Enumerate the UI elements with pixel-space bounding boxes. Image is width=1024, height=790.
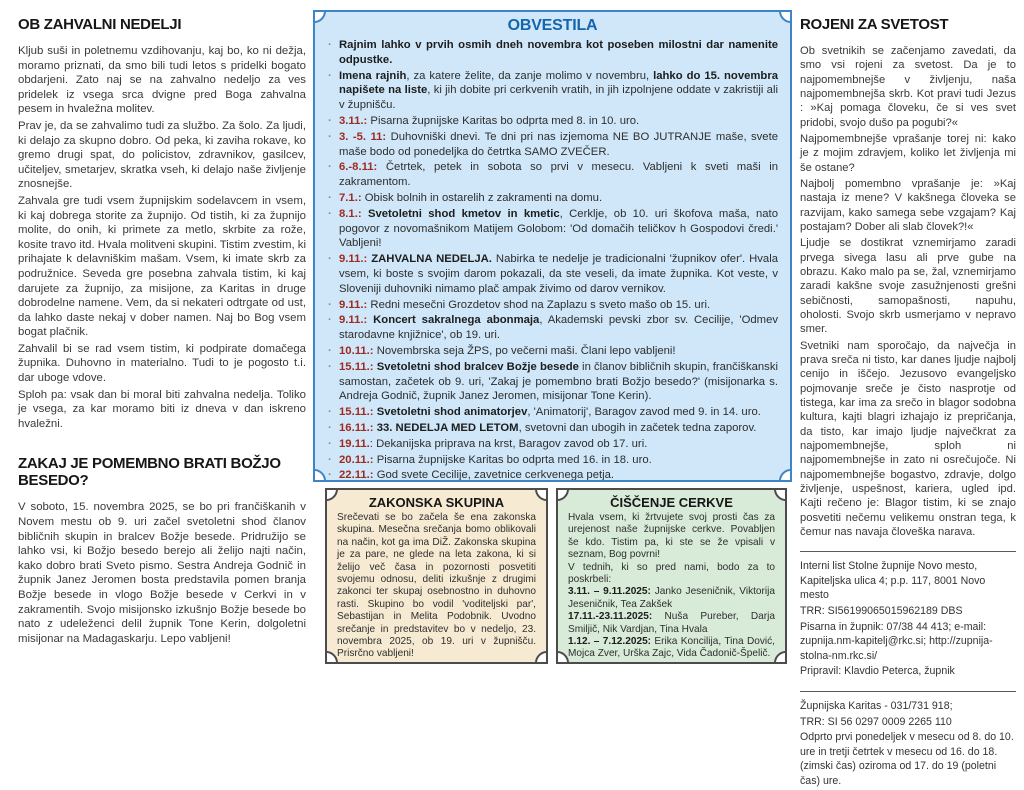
announcement-item (339, 453, 778, 468)
item-emphasis: Svetoletni shod kmetov in kmetic (361, 207, 560, 220)
item-emphasis: 33. NEDELJA MED LETOM (373, 421, 519, 434)
announcement-item (339, 313, 778, 343)
item-text: Redni mesečni Grozdetov shod na Zaplazu s sveto mašo ob 15. uri. (367, 298, 711, 311)
paragraph: Ob svetnikih se začenjamo zavedati, da smo vsi rojeni za svetost. Da je to najpomembnejše v življenju, naša najpomembnejša skrb. Kot pravi tudi Jezus : »Kaj pomaga človeku, če si ves svet pridobi, svojo dušo pa pogubi?« (800, 45, 1016, 129)
item-text: , 'Animatorij', Baragov zavod med 9. in 14. uro. (527, 406, 761, 419)
item-emphasis: 17.11.-23.11.2025: (568, 611, 653, 623)
item-text: : Dekanijska priprava na krst, Baragov zavod ob 17. uri. (369, 437, 648, 450)
right-column (800, 16, 1016, 790)
church-cleaning-title: ČIŠČENJE CERKVE (610, 495, 733, 510)
paragraph: Svetniki nam sporočajo, da največja in prava sreča ni tisto, kar danes ljudje najbolj cenijo in iščejo. Jezusovo evangeljsko pojmovanje sreče je čisto nasprotje od tistega, kar ima za srečo in blagor sodobna kultura, kajti blagri izhajajo iz prepričanja, da tisto, kar imajo ljudje največkrat za najpomembnejše, sploh ni najpomembnejše in zato ni osrečujoče. Ni najpomembnejše bogastvo, zdravje, dolgo življenje, uspešnost, kariera, ugled ipd. Kajti rečeno je: Blagor tistim, ki se znajo posvetiti nečemu velikemu onstran tega, k čemur nas navaja človeška narava. (800, 339, 1016, 538)
footer-line: Interni list Stolne župnije Novo mesto, Kapiteljska ulica 4; p.p. 117, 8001 Novo mesto (800, 560, 986, 602)
announcement-item (339, 298, 778, 313)
item-date: 9.11.: (339, 253, 368, 266)
item-date: 9.11.: (339, 314, 368, 327)
announcement-item (339, 160, 778, 190)
item-text: God svete Cecilije, zavetnice cerkvenega petja. (373, 469, 615, 482)
item-emphasis: Svetoletni shod bralcev Božje besede (373, 360, 579, 373)
parish-contact-info (800, 551, 1016, 679)
item-emphasis: lahko do 15. novembra napišete na liste (339, 69, 779, 97)
item-date: 15.11.: (339, 406, 374, 419)
item-date: 9.11.: (339, 298, 368, 311)
announcement-item (339, 437, 778, 452)
paragraph: Zahvalil bi se rad vsem tistim, ki podpirate domačega župnika. Duhovno in materialno. Tudi to je pogosto t.i. dar uboge vdove. (18, 342, 306, 385)
text-line (568, 611, 775, 636)
marriage-group-body (327, 512, 546, 664)
item-text: Četrtek, petek in sobota so prvi v mesecu. Vabljeni k sveti maši in zakramentom. (339, 161, 778, 189)
item-text: Hvala vsem, ki žrtvujete svoj prosti čas za urejenost naše župnijske cerkve. Povabljen še kdo. Tistim pa, ki ste se že vpisali v seznam, Bog povrni! (568, 512, 775, 561)
item-text: , Cerklje, ob 10. uri škofova maša, nato pogovor z novomašnikom Matijem Golobom: 'Od domačih teličkov h Gospodovi čredi.' Vabljeni! (339, 207, 778, 250)
item-text: Pisarna župnijske Karitas bo odprta med 16. in 18. uro. (373, 453, 652, 466)
item-text: in članov bibličnih skupin, frančiškanski samostan, začetek ob 9. uri, 'Zakaj je pomembno brati Božjo besedo?' (misijonarka s. Andreja Godnič, župnik Janez Jeromen, misijonar Tone Kerin). (339, 360, 778, 403)
text-line (337, 512, 536, 661)
announcement-item (339, 130, 778, 160)
item-text: Janko Jeseničnik, Viktorija Jeseničnik, Tea Zakšek (568, 586, 776, 610)
announcement-item (339, 69, 778, 113)
item-date: 10.11.: (339, 344, 374, 357)
item-date: 3. -5. 11: (339, 130, 387, 143)
karitas-contact-info (800, 691, 1016, 789)
text-line (568, 636, 775, 661)
footer-line: Župnijska Karitas - 031/731 918; (800, 700, 953, 713)
item-emphasis: 1.12. – 7.12.2025: (568, 636, 652, 648)
item-text: , ki jih dobite pri cerkvenih vratih, in jih izpolnjene oddate v zakristiji ali v župnišču. (339, 84, 778, 112)
item-text: Nabirka te nedelje je tradicionalni 'župnikov ofer'. Hvala vsem, ki boste s svojim darom pokazali, da ste veseli, da imate župnika. Kot veste, v Sloveniji duhovniki nimamo plač ampak živimo od darov vernikov. (339, 253, 778, 295)
item-text: , svetovni dan ubogih in začetek tedna zaporov. (518, 421, 757, 434)
item-text: Novembrska seja ŽPS, po večerni maši. Člani lepo vabljeni! (373, 344, 676, 357)
footer-line: TRR: SI56199065015962189 DBS (800, 604, 963, 617)
section-title-born-for-holiness: ROJENI ZA SVETOST (800, 16, 949, 33)
section-body-thanksgiving (18, 44, 306, 431)
item-text: , za katere želite, da zanje molimo v novembru, (406, 69, 654, 82)
announcement-item (339, 421, 778, 436)
item-text: Obisk bolnih in ostarelih z zakramenti na domu. (361, 191, 603, 204)
item-text: Erika Koncilija, Tina Dović, Mojca Zver, Urška Zajc, Vida Čadonič-Špelič. (568, 636, 775, 660)
text-line (568, 586, 775, 611)
church-cleaning-box (556, 488, 787, 664)
section-why-read-bible (18, 455, 306, 646)
paragraph: Sploh pa: vsak dan bi moral biti zahvalna nedelja. Toliko je vsega, za kar moramo biti iz dneva v dan iskreno hvaležni. (18, 388, 306, 430)
item-date: 19.11. (339, 437, 370, 450)
section-thanksgiving (18, 16, 306, 431)
item-text: Nuša Pureber, Darja Smiljič, Nik Vardjan, Tina Hvala (568, 611, 775, 635)
item-date: 15.11.: (339, 360, 374, 373)
announcements-box (313, 10, 792, 482)
item-text: , Akademski pevski zbor sv. Cecilije, 'Odmev starodavne knjižnice', ob 19. uri. (339, 314, 779, 342)
church-cleaning-body (558, 512, 785, 664)
marriage-group-title: ZAKONSKA SKUPINA (368, 495, 505, 510)
item-emphasis: 3.11. – 9.11.2025: (568, 586, 651, 598)
announcements-title: OBVESTILA (507, 17, 598, 34)
marriage-group-box (325, 488, 548, 664)
paragraph: Kljub suši in poletnemu vzdihovanju, kaj bo, ko ni dežja, moramo priznati, da smo bili tudi letos s pridelki bogato obdarjeni. Zato naj se na zahvalno nedeljo za ves pridelek iz vsega srca dvigne pred Boga zahvalna pesem in hvaležna molitev. (18, 45, 306, 116)
announcements-list (315, 38, 790, 482)
item-emphasis: Koncert sakralnega abonmaja (367, 314, 540, 327)
paragraph: Ljudje se dostikrat vznemirjamo zaradi prvega sivega lasu ali prve gube na obrazu. Kako malo pa se, žal, vznemirjamo zaradi kakšne svoje zasužnjenosti grešni sebičnosti, samopašnosti, napuhu, oholosti. Svojo skrb usmerjamo v nepravo smer. (800, 237, 1016, 336)
item-date: 6.-8.11: (339, 161, 378, 174)
item-date: 7.1.: (339, 191, 362, 204)
section-body-born-for-holiness (800, 44, 1016, 539)
text-line (568, 562, 775, 587)
announcement-item (339, 114, 778, 129)
paragraph: Najpomembnejše vprašanje torej ni: kako je z mojim zdravjem, koliko let življenja mi še ostane? (800, 132, 1016, 174)
item-date: 22.11.: (339, 469, 374, 482)
announcement-item (339, 468, 778, 482)
announcement-item (339, 344, 778, 359)
item-text: Duhovniški dnevi. Te dni pri nas izjemoma NE BO JUTRANJE maše, svete maše bodo od ponedeljka do četrtka SAMO ZVEČER. (339, 130, 778, 158)
announcement-item (339, 207, 778, 251)
item-emphasis: Svetoletni shod animatorjev (373, 406, 528, 419)
footer-line: Pisarna in župnik: 07/38 44 413; e-mail: zupnija.nm-kapitelj@rkc.si; http://zupnija-stolna-nm.rkc.si/ (800, 620, 993, 662)
announcement-item (339, 38, 778, 68)
section-body-why-read-bible (18, 500, 306, 646)
text-line (568, 512, 775, 562)
footer-line: Odprto prvi ponedeljek v mesecu od 8. do 10. ure in tretji četrtek v mesecu od 16. do 18. (zimski čas) oziroma od 17. do 19 (poletni čas) ure. (800, 731, 1014, 788)
announcement-item (339, 405, 778, 420)
paragraph: Najbolj pomembno vprašanje je: »Kaj nastaja iz mene? V kakšnega človeka se razvijam, kako samega sebe vzgajam? Kaj postajam? Dober ali slab človek?!« (800, 177, 1016, 233)
item-emphasis: Rajnim lahko v prvih osmih dneh novembra kot poseben milostni dar namenite odpustke. (339, 39, 778, 66)
left-column (18, 16, 306, 648)
item-text: V tednih, ki so pred nami, bodo za to poskrbeli: (568, 561, 775, 586)
item-emphasis: ZAHVALNA NEDELJA. (367, 253, 492, 266)
section-title-why-read-bible: ZAKAJ JE POMEMBNO BRATI BOŽJO BESEDO? (18, 455, 281, 490)
item-date: 20.11.: (339, 453, 374, 466)
item-text: Pisarna župnijske Karitas bo odprta med 8. in 10. uro. (367, 114, 640, 127)
announcement-item (339, 252, 778, 296)
item-text: Srečevati se bo začela še ena zakonska skupina. Mesečna srečanja bomo oblikovali na način, kot ga ima DiŽ. Zakonska skupina je za pare, ne glede na leta zakona, ki si želijo več časa in pozornosti posvetiti svojemu odnosu, deliti izkušnje z drugimi zakonci ter skupaj osebnostno in duhovno rasti. Skupino bo vodil 'voditeljski par', Sebastijan in Melita Podobnik. Uvodno srečanje in predstavitev bo v nedeljo, 23. novembra 2025, ob 19. uri v župnišču. Prisrčno vabljeni! (337, 512, 536, 660)
announcement-item (339, 360, 778, 404)
section-title-thanksgiving: OB ZAHVALNI NEDELJI (18, 16, 182, 33)
announcement-item (339, 191, 778, 206)
paragraph: V soboto, 15. novembra 2025, se bo pri frančiškanih v Novem mestu ob 9. uri začel svetoletni shod članov bibličnih skupin in bralcev Božje besede. Pridružijo se lahko vsi, ki Božjo besedo berejo ali želijo najti način, kako dobro brati Sveto pismo. Sestra Andreja Godnič in župnik Janez Jeromen bosta predstavila pomen branja Božje besede in vlogo Božje besede v Cerkvi in v zakramentih. Svojo misijonsko izkušnjo Božje besede bo nato z udeleženci delil župnik Tone Kerin, dolgoletni misijonar na Madagaskarju. Lepo vabljeni! (18, 501, 306, 645)
footer-line: TRR: SI 56 0297 0009 2265 110 (800, 715, 952, 728)
item-date: 8.1.: (339, 207, 362, 220)
paragraph: Zahvala gre tudi vsem župnijskim sodelavcem in vsem, ki kaj dobrega storite za župnijo. Od tistih, ki za župnijo molite, do onih, ki primete za metlo, skrbite za rože, kosite travo itd. Hvala molitveni skupini. Tistim zvestim, ki prihajate k delavniškim mašam. Vsem, ki imate skrb za podružnice. Seveda gre posebna zahvala tistim, ki kaj darujete za župnijo, za misijone, za Karitas in druge dobrodelne namene. Vem, da si nekateri odtrgate od ust, da lahko daste nekaj v dober namen. Naj bo Bog vsem bogat plačnik. (18, 194, 307, 339)
paragraph: Prav je, da se zahvalimo tudi za službo. Za šolo. Za ljudi, ki delajo za skupno dobro. Od peka, ki zaviha rokave, ko gremo drugi spat, do policistov, zdravnikov, gasilcev, učiteljev, smetarjev, skratka vseh, ki delajo naše življenje znosnejše. (18, 119, 306, 191)
item-emphasis: Imena rajnih (339, 69, 407, 82)
footer-line: Pripravil: Klavdio Peterca, župnik (800, 665, 955, 678)
item-date: 3.11.: (339, 114, 368, 127)
item-date: 16.11.: (339, 421, 374, 434)
